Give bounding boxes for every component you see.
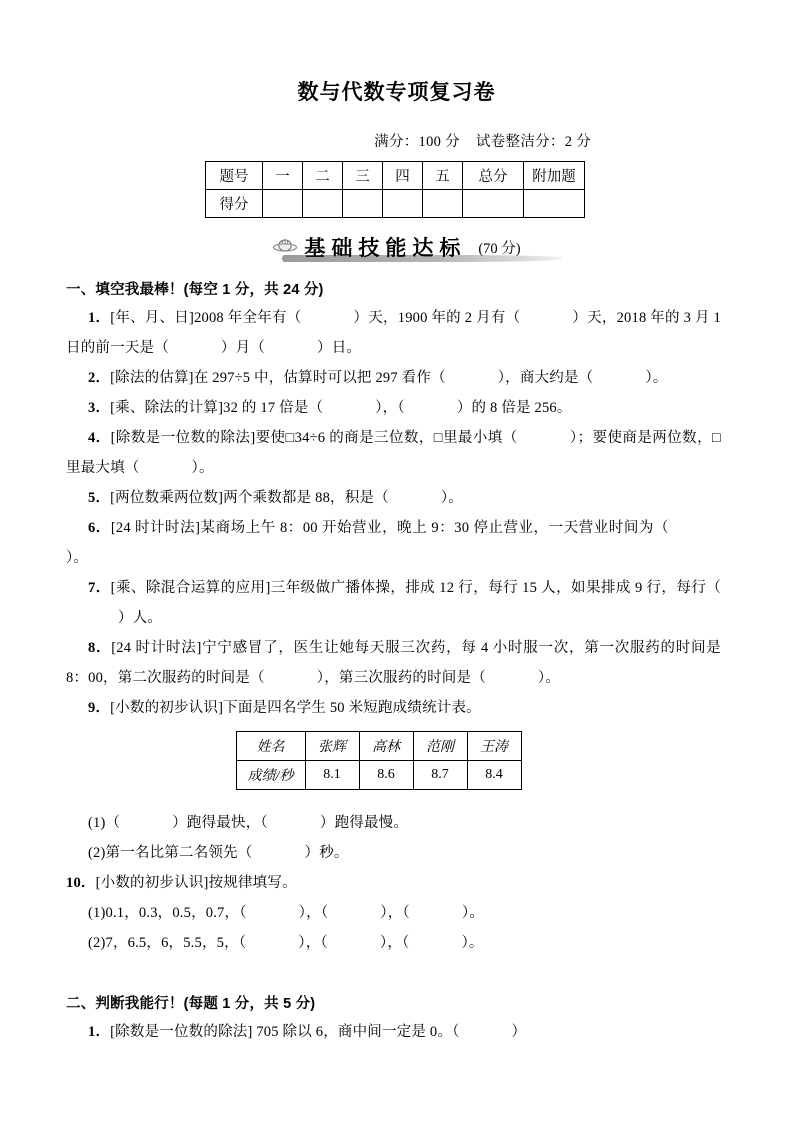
question-4-tag: [除数是一位数的除法] bbox=[110, 430, 256, 446]
score-table-col-4: 四 bbox=[383, 162, 423, 190]
question-5-tag: [两位数乘两位数] bbox=[110, 490, 224, 506]
question-9-sub-2 bbox=[66, 838, 721, 868]
score-cell-2[interactable] bbox=[303, 190, 343, 218]
question-10 bbox=[66, 868, 721, 898]
question-2-text-c: ）。 bbox=[645, 370, 668, 386]
question-3-number: 3． bbox=[88, 400, 111, 416]
score-cell-5[interactable] bbox=[423, 190, 463, 218]
q9-score-3: 8.7 bbox=[413, 761, 467, 790]
question-9-tag: [小数的初步认识] bbox=[110, 700, 224, 716]
question-1-tag: [年、月、日] bbox=[110, 310, 195, 326]
question-8 bbox=[66, 633, 721, 693]
q10-sub1-text-c: ），（ bbox=[380, 905, 410, 921]
question-3-text-b: ），（ bbox=[375, 400, 405, 416]
q10-sub2-text-b: ），（ bbox=[298, 935, 328, 951]
question-5 bbox=[66, 483, 721, 513]
question-1-text-a: 2008 年全年有（ bbox=[194, 310, 302, 326]
question-5-number: 5． bbox=[88, 490, 111, 506]
score-cell-total[interactable] bbox=[463, 190, 524, 218]
question-7-tag: [乘、除混合运算的应用] bbox=[110, 580, 271, 596]
question-8-number: 8． bbox=[88, 640, 112, 656]
question-8-tag: [24 时计时法] bbox=[111, 640, 202, 656]
section2-question-1-text-a: 705 除以 6，商中间一定是 0。（ bbox=[252, 1024, 460, 1040]
q9-sub2-text-b: ）秒。 bbox=[304, 845, 349, 861]
question-4-number: 4． bbox=[88, 430, 111, 446]
question-8-text-a: 宁宁感冒了，医生让她每天服三次药，每 4 小时服一次，第一次服药的时间是 8：00，第二次服药的时间是（ bbox=[66, 640, 721, 686]
question-2-text-a: 在 297÷5 中，估算时可以把 297 看作（ bbox=[193, 370, 446, 386]
q10-sub2-text-d: ）。 bbox=[461, 935, 484, 951]
q9-sub2-text-a: (2)第一名比第二名领先（ bbox=[88, 845, 253, 861]
exam-content bbox=[0, 278, 793, 1047]
section2-question-1-text-b: ） bbox=[511, 1024, 527, 1040]
question-4-text-b: ）；要使商是两位数，□里最大填（ bbox=[66, 430, 721, 476]
banner-title: 基础技能达标 bbox=[304, 235, 467, 260]
question-1-text-e: ）日。 bbox=[317, 340, 362, 356]
score-table-col-bonus: 附加题 bbox=[524, 162, 585, 190]
q9-row-label-score: 成绩/秒 bbox=[236, 761, 305, 790]
score-cell-4[interactable] bbox=[383, 190, 423, 218]
table-row bbox=[206, 190, 585, 218]
q9-score-1: 8.1 bbox=[305, 761, 359, 790]
question-9-sub-1 bbox=[66, 808, 721, 838]
page-title: 数与代数专项复习卷 bbox=[297, 80, 496, 104]
banner-points: (70 分) bbox=[478, 240, 521, 257]
score-cell-1[interactable] bbox=[263, 190, 303, 218]
score-cell-bonus[interactable] bbox=[524, 190, 585, 218]
question-1-text-d: ）月（ bbox=[220, 340, 266, 356]
score-table-col-total: 总分 bbox=[463, 162, 524, 190]
neatness-marks-text: 试卷整洁分：2 分 bbox=[475, 134, 591, 150]
question-6-text-b: ）。 bbox=[66, 550, 89, 566]
question-10-sub-2 bbox=[66, 928, 721, 958]
question-7-text-a: 三年级做广播体操，排成 12 行，每行 15 人，如果排成 9 行，每行（ bbox=[270, 580, 721, 596]
score-table-col-5: 五 bbox=[423, 162, 463, 190]
question-10-tag: [小数的初步认识] bbox=[95, 875, 209, 891]
score-table-col-3: 三 bbox=[343, 162, 383, 190]
question-3-text-a: 32 的 17 倍是（ bbox=[223, 400, 324, 416]
question-5-text-a: 两个乘数都是 88，积是（ bbox=[223, 490, 389, 506]
question-2-text-b: ），商大约是（ bbox=[497, 370, 594, 386]
table-row bbox=[206, 162, 585, 190]
score-table-container bbox=[0, 161, 793, 218]
question-4 bbox=[66, 423, 721, 483]
q9-student-name-3: 范刚 bbox=[413, 732, 467, 761]
score-table-col-1: 一 bbox=[263, 162, 303, 190]
question-9-number: 9． bbox=[88, 700, 111, 716]
section2-question-1-number: 1． bbox=[88, 1024, 111, 1040]
section-banner bbox=[0, 230, 793, 264]
question-1 bbox=[66, 303, 721, 363]
q9-table-container bbox=[66, 731, 721, 790]
score-cell-3[interactable] bbox=[343, 190, 383, 218]
sprint-results-table bbox=[236, 731, 522, 790]
score-table-row-label: 题号 bbox=[206, 162, 263, 190]
question-6-tag: [24 时计时法] bbox=[110, 520, 201, 536]
question-1-text-c: ）天，2018 年的 3 月 1 日的前一天是（ bbox=[66, 310, 722, 356]
q10-sub1-text-b: ），（ bbox=[298, 905, 329, 921]
q10-sub2-text-c: ），（ bbox=[379, 935, 410, 951]
question-7-number: 7． bbox=[88, 580, 111, 596]
question-6-number: 6． bbox=[88, 520, 111, 536]
score-info-line bbox=[0, 106, 793, 151]
q9-student-name-4: 王涛 bbox=[467, 732, 521, 761]
q9-student-name-1: 张辉 bbox=[305, 732, 359, 761]
q10-sub1-text-d: ）。 bbox=[461, 905, 485, 921]
question-2 bbox=[66, 363, 721, 393]
question-3-text-c: ）的 8 倍是 256。 bbox=[456, 400, 572, 416]
question-8-text-c: ）。 bbox=[537, 670, 561, 686]
question-3 bbox=[66, 393, 721, 423]
question-3-tag: [乘、除法的计算] bbox=[110, 400, 224, 416]
score-table bbox=[205, 161, 585, 218]
section2-question-1 bbox=[66, 1017, 721, 1047]
q9-sub1-text-b: ）跑得最快，（ bbox=[172, 815, 268, 831]
q9-student-name-2: 高林 bbox=[359, 732, 413, 761]
question-4-text-a: 要使□34÷6 的商是三位数，□里最小填（ bbox=[255, 430, 518, 446]
question-10-text-a: 按规律填写。 bbox=[208, 875, 297, 891]
section2-question-1-tag: [除数是一位数的除法] bbox=[110, 1024, 253, 1040]
table-row bbox=[236, 761, 521, 790]
q10-sub1-text-a: (1)0.1，0.3，0.5，0.7，（ bbox=[88, 905, 247, 921]
q9-sub1-text-a: (1)（ bbox=[88, 815, 121, 831]
question-10-sub-1 bbox=[66, 898, 721, 928]
question-9-text-a: 下面是四名学生 50 米短跑成绩统计表。 bbox=[223, 700, 481, 716]
q10-sub2-text-a: (2)7，6.5，6，5.5，5，（ bbox=[88, 935, 247, 951]
full-marks-text: 满分：100 分 bbox=[374, 134, 460, 150]
q9-score-2: 8.6 bbox=[359, 761, 413, 790]
question-7-text-b: ）人。 bbox=[118, 610, 163, 626]
question-2-tag: [除法的估算] bbox=[110, 370, 194, 386]
question-1-number: 1． bbox=[88, 310, 111, 326]
saturn-planet-icon bbox=[272, 236, 298, 256]
question-6 bbox=[66, 513, 721, 573]
section-heading-2: 二、判断我能行！(每题 1 分，共 5 分) bbox=[66, 996, 316, 1012]
question-9 bbox=[66, 693, 721, 723]
q9-score-4: 8.4 bbox=[467, 761, 521, 790]
question-4-text-c: ）。 bbox=[191, 460, 214, 476]
section-heading-1: 一、填空我最棒！(每空 1 分，共 24 分) bbox=[66, 282, 324, 298]
question-10-number: 10． bbox=[66, 875, 96, 891]
score-table-row-label-score: 得分 bbox=[206, 190, 263, 218]
question-8-text-b: ），第三次服药的时间是（ bbox=[316, 670, 486, 686]
question-5-text-b: ）。 bbox=[440, 490, 464, 506]
question-7 bbox=[66, 573, 721, 633]
q9-sub1-text-c: ）跑得最慢。 bbox=[319, 815, 409, 831]
question-2-number: 2． bbox=[88, 370, 111, 386]
score-table-col-2: 二 bbox=[303, 162, 343, 190]
question-6-text-a: 某商场上午 8：00 开始营业，晚上 9：30 停止营业，一天营业时间为（ bbox=[200, 520, 669, 536]
question-1-text-b: ）天，1900 年的 2 月有（ bbox=[353, 310, 521, 326]
q9-row-label-name: 姓名 bbox=[236, 732, 305, 761]
table-row bbox=[236, 732, 521, 761]
